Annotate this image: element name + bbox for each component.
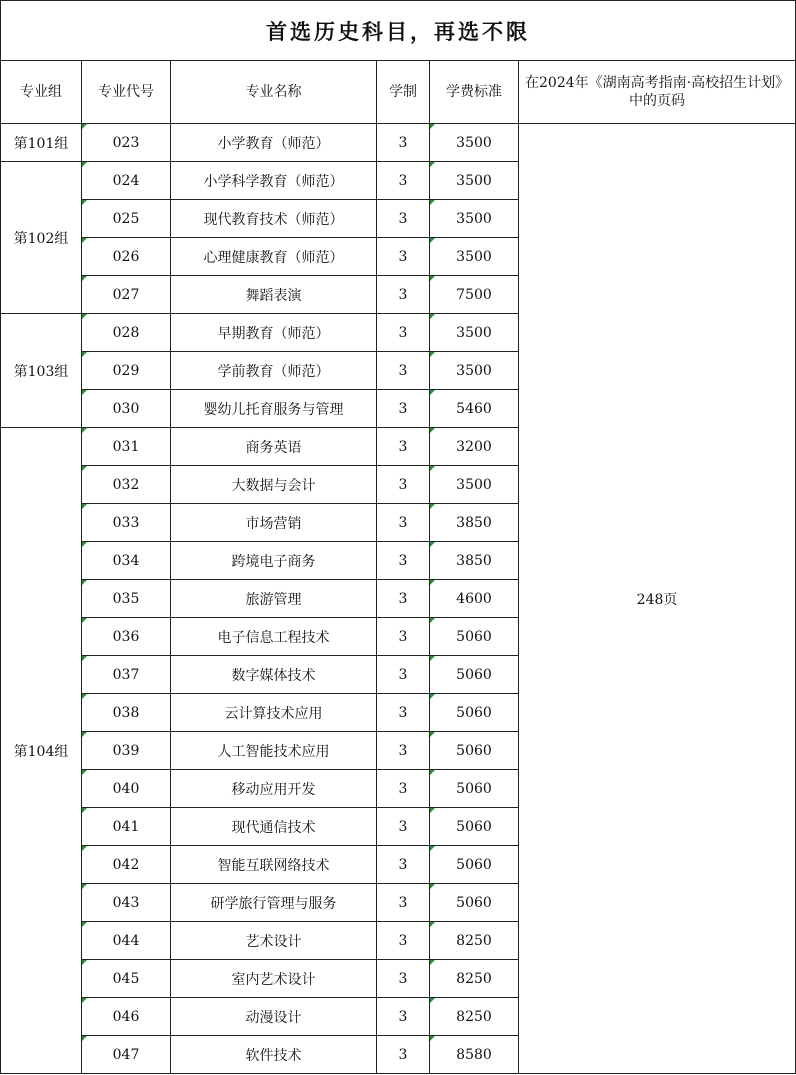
study-years: 3 (377, 922, 430, 960)
major-name: 旅游管理 (171, 580, 377, 618)
study-years: 3 (377, 314, 430, 352)
major-code: 031 (82, 428, 171, 466)
major-name: 市场营销 (171, 504, 377, 542)
major-name: 商务英语 (171, 428, 377, 466)
study-years: 3 (377, 618, 430, 656)
major-name: 软件技术 (171, 1036, 377, 1074)
major-name: 婴幼儿托育服务与管理 (171, 390, 377, 428)
tuition-fee: 3850 (430, 542, 519, 580)
major-name: 现代教育技术（师范） (171, 200, 377, 238)
study-years: 3 (377, 124, 430, 162)
study-years: 3 (377, 276, 430, 314)
tuition-fee: 3850 (430, 504, 519, 542)
major-name: 电子信息工程技术 (171, 618, 377, 656)
study-years: 3 (377, 542, 430, 580)
header-fee: 学费标准 (430, 61, 519, 124)
major-code: 028 (82, 314, 171, 352)
table-body (1, 1, 796, 1074)
tuition-fee: 5460 (430, 390, 519, 428)
study-years: 3 (377, 846, 430, 884)
major-code: 040 (82, 770, 171, 808)
header-name: 专业名称 (171, 61, 377, 124)
major-code: 037 (82, 656, 171, 694)
study-years: 3 (377, 428, 430, 466)
study-years: 3 (377, 960, 430, 998)
major-code: 043 (82, 884, 171, 922)
major-name: 心理健康教育（师范） (171, 238, 377, 276)
tuition-fee: 5060 (430, 770, 519, 808)
study-years: 3 (377, 808, 430, 846)
header-years: 学制 (377, 61, 430, 124)
group-label: 第104组 (1, 428, 82, 1074)
group-label: 第103组 (1, 314, 82, 428)
study-years: 3 (377, 580, 430, 618)
major-name: 数字媒体技术 (171, 656, 377, 694)
study-years: 3 (377, 390, 430, 428)
tuition-fee: 5060 (430, 808, 519, 846)
study-years: 3 (377, 656, 430, 694)
study-years: 3 (377, 200, 430, 238)
tuition-fee: 4600 (430, 580, 519, 618)
tuition-fee: 3500 (430, 200, 519, 238)
major-name: 移动应用开发 (171, 770, 377, 808)
tuition-fee: 3500 (430, 238, 519, 276)
major-name: 研学旅行管理与服务 (171, 884, 377, 922)
header-group: 专业组 (1, 61, 82, 124)
study-years: 3 (377, 694, 430, 732)
tuition-fee: 3500 (430, 314, 519, 352)
tuition-fee: 7500 (430, 276, 519, 314)
tuition-fee: 8580 (430, 1036, 519, 1074)
major-code: 035 (82, 580, 171, 618)
title-row (1, 1, 796, 61)
tuition-fee: 3500 (430, 352, 519, 390)
major-name: 早期教育（师范） (171, 314, 377, 352)
major-code: 025 (82, 200, 171, 238)
page-number: 248页 (519, 124, 796, 1074)
major-name: 艺术设计 (171, 922, 377, 960)
tuition-fee: 8250 (430, 998, 519, 1036)
tuition-fee: 3500 (430, 466, 519, 504)
major-name: 现代通信技术 (171, 808, 377, 846)
major-name: 小学教育（师范） (171, 124, 377, 162)
major-code: 044 (82, 922, 171, 960)
major-name: 大数据与会计 (171, 466, 377, 504)
header-code: 专业代号 (82, 61, 171, 124)
major-code: 032 (82, 466, 171, 504)
tuition-fee: 5060 (430, 884, 519, 922)
major-name: 跨境电子商务 (171, 542, 377, 580)
study-years: 3 (377, 504, 430, 542)
header-row (1, 61, 796, 124)
major-code: 036 (82, 618, 171, 656)
major-code: 039 (82, 732, 171, 770)
tuition-fee: 5060 (430, 694, 519, 732)
major-name: 学前教育（师范） (171, 352, 377, 390)
major-name: 智能互联网络技术 (171, 846, 377, 884)
major-name: 动漫设计 (171, 998, 377, 1036)
study-years: 3 (377, 998, 430, 1036)
study-years: 3 (377, 1036, 430, 1074)
major-code: 034 (82, 542, 171, 580)
major-code: 033 (82, 504, 171, 542)
tuition-fee: 5060 (430, 656, 519, 694)
study-years: 3 (377, 466, 430, 504)
major-code: 027 (82, 276, 171, 314)
major-code: 029 (82, 352, 171, 390)
major-code: 024 (82, 162, 171, 200)
study-years: 3 (377, 238, 430, 276)
major-code: 047 (82, 1036, 171, 1074)
group-label: 第101组 (1, 124, 82, 162)
tuition-fee: 8250 (430, 960, 519, 998)
major-code: 045 (82, 960, 171, 998)
table-row (1, 124, 796, 162)
tuition-fee: 5060 (430, 732, 519, 770)
major-code: 030 (82, 390, 171, 428)
major-code: 026 (82, 238, 171, 276)
tuition-fee: 3500 (430, 162, 519, 200)
study-years: 3 (377, 884, 430, 922)
header-page-ref: 在2024年《湖南高考指南·高校招生计划》中的页码 (519, 61, 796, 124)
major-code: 041 (82, 808, 171, 846)
group-label: 第102组 (1, 162, 82, 314)
major-code: 046 (82, 998, 171, 1036)
study-years: 3 (377, 732, 430, 770)
major-code: 042 (82, 846, 171, 884)
major-code: 038 (82, 694, 171, 732)
tuition-fee: 3500 (430, 124, 519, 162)
tuition-fee: 5060 (430, 846, 519, 884)
study-years: 3 (377, 162, 430, 200)
major-name: 舞蹈表演 (171, 276, 377, 314)
tuition-fee: 8250 (430, 922, 519, 960)
major-name: 云计算技术应用 (171, 694, 377, 732)
major-name: 小学科学教育（师范） (171, 162, 377, 200)
major-code: 023 (82, 124, 171, 162)
study-years: 3 (377, 352, 430, 390)
study-years: 3 (377, 770, 430, 808)
tuition-fee: 5060 (430, 618, 519, 656)
tuition-fee: 3200 (430, 428, 519, 466)
major-name: 室内艺术设计 (171, 960, 377, 998)
major-name: 人工智能技术应用 (171, 732, 377, 770)
table-title: 首选历史科目，再选不限 (1, 1, 796, 61)
